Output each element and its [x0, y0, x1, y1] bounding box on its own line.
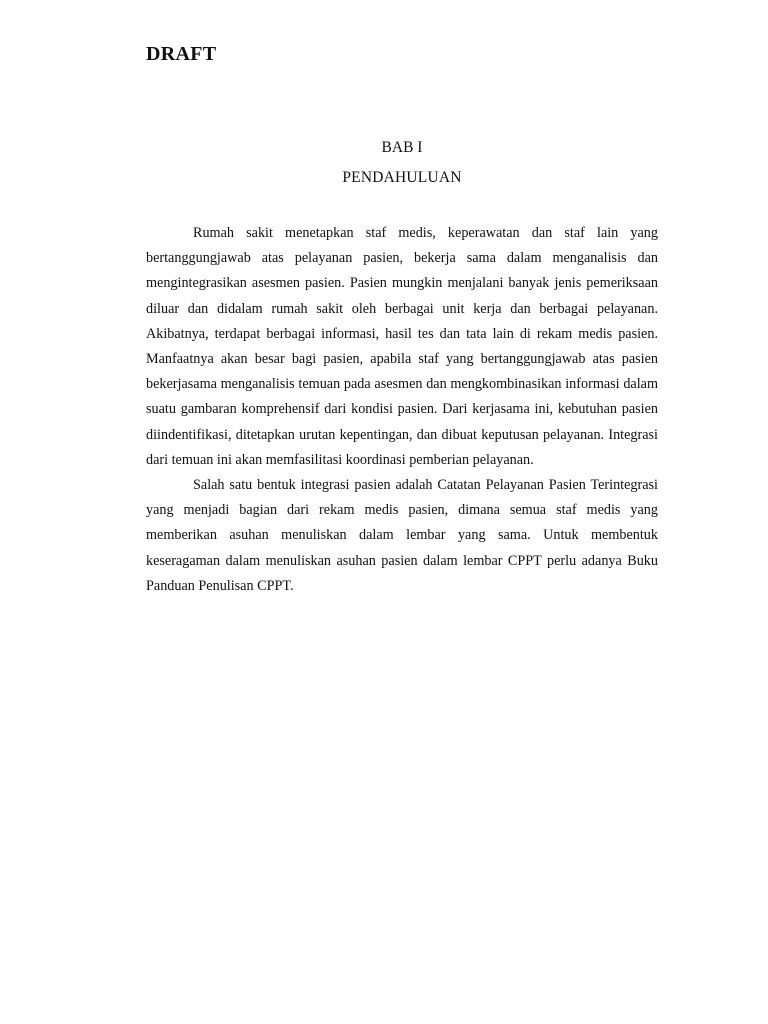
paragraph-cppt: Salah satu bentuk integrasi pasien adalah Catatan Pelayanan Pasien Terintegrasi yang menjadi bagian dari rekam medis pasien, dimana semua staf medis yang memberikan asuhan menuliskan dalam lembar yang sama. Untuk membentuk keseragaman dalam menuliskan asuhan pasien dalam lembar CPPT perlu adanya Buku Panduan Penulisan CPPT.: [146, 477, 658, 594]
document-body: [146, 221, 658, 599]
chapter-title: PENDAHULUAN: [342, 169, 462, 186]
draft-label: DRAFT: [146, 43, 217, 65]
chapter-number: BAB I: [381, 139, 423, 156]
paragraph-introduction: Rumah sakit menetapkan staf medis, keperawatan dan staf lain yang bertanggungjawab atas pelayanan pasien, bekerja sama dalam menganalisis dan mengintegrasikan asesmen pasien. Pasien mungkin menjalani banyak jenis pemeriksaan diluar dan didalam rumah sakit oleh berbagai unit kerja dan berbagai pelayanan. Akibatnya, terdapat berbagai informasi, hasil tes dan tata lain di rekam medis pasien. Manfaatnya akan besar bagi pasien, apabila staf yang bertanggungjawab atas pasien bekerjasama menganalisis temuan pada asesmen dan mengkombinasikan informasi dalam suatu gambaran komprehensif dari kondisi pasien. Dari kerjasama ini, kebutuhan pasien diindentifikasi, ditetapkan urutan kepentingan, dan dibuat keputusan pelayanan. Integrasi dari temuan ini akan memfasilitasi koordinasi pemberian pelayanan.: [146, 225, 658, 468]
